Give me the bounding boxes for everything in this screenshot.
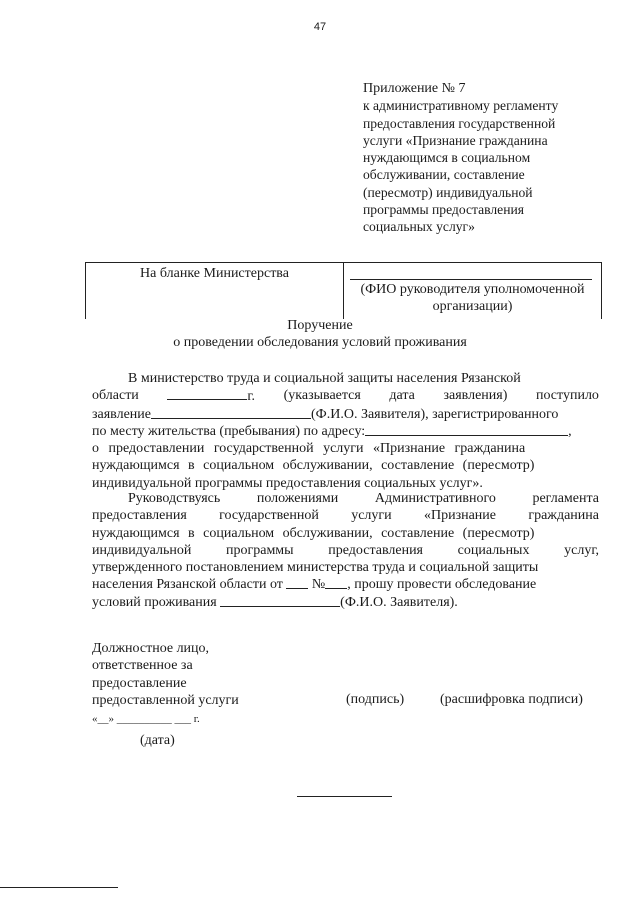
text-line: Руководствуясь положениями Административного регламента [128,491,599,506]
signature-label: (подпись) [346,692,405,707]
blank-line [365,423,568,436]
official-line: предоставление [92,675,187,691]
recipient-fio-label: (ФИО руководителя уполномоченной [360,282,585,297]
appendix-line: программы предоставления [363,202,525,218]
appendix-line: социальных услуг» [363,219,475,235]
text-line: нуждающимся в социальном обслуживании, составление (пересмотр) [92,458,535,474]
text-line: по месту жительства (пребывания) по адресу: , [92,423,572,439]
signature-decoding-label: (расшифровка подписи) [440,692,583,707]
official-signature-block [92,640,239,709]
recipient-org-label: организации) [432,299,513,314]
text-line: утвержденного постановлением министерства труда и социальной защиты [92,560,539,576]
blank-line [220,594,340,607]
official-line: Должностное лицо, [92,641,210,656]
footnote-rule [0,887,118,888]
appendix-line: предоставления государственной [363,115,556,131]
official-line: ответственное за [92,658,193,674]
header-table [85,262,602,319]
paragraph-1 [92,370,599,492]
text-line: В министерство труда и социальной защиты населения Рязанской [128,371,521,386]
appendix-block [363,80,613,236]
text-line: населения Рязанской области от № , прошу провести обследование [92,577,537,593]
page-number: 47 [313,21,327,33]
letterhead-note: На бланке Министерства [140,266,289,281]
blank-line [167,387,247,400]
text-line: условий проживания (Ф.И.О. Заявителя). [92,594,458,610]
document-subtitle: о проведении обследования условий проживания [173,335,467,350]
text-line: предоставления государственной услуги «Признание гражданина [92,508,599,524]
appendix-line: нуждающимся в социальном [363,150,531,166]
blank-line [151,406,311,419]
recipient-blank-line [350,279,592,280]
official-line: предоставленной услуги [92,692,239,708]
text-line: о предоставлении государственной услуги «Признание гражданина [92,441,526,457]
text-line: нуждающимся в социальном обслуживании, составление (пересмотр) [92,525,535,541]
appendix-line: услуги «Признание гражданина [363,132,548,148]
text-line: индивидуальной программы предоставления социальных услуг». [92,475,483,491]
appendix-title: Приложение № 7 [363,81,466,96]
date-label: (дата) [140,733,175,748]
blank-line [286,576,308,589]
document-title: Поручение [287,318,353,333]
text-line: индивидуальной программы предоставления социальных услуг, [92,542,599,558]
paragraph-2 [92,490,599,611]
appendix-line: обслуживании, составление [363,167,525,183]
appendix-line: к административному регламенту [363,98,559,114]
text-line: заявление (Ф.И.О. Заявителя), зарегистрированного [92,406,559,422]
end-separator [297,796,392,797]
blank-line [325,576,347,589]
date-blank: «__» __________ ___ г. [92,713,200,725]
appendix-line: (пересмотр) индивидуальной [363,184,533,200]
text-line: области г. (указывается дата заявления) поступило [92,388,599,405]
